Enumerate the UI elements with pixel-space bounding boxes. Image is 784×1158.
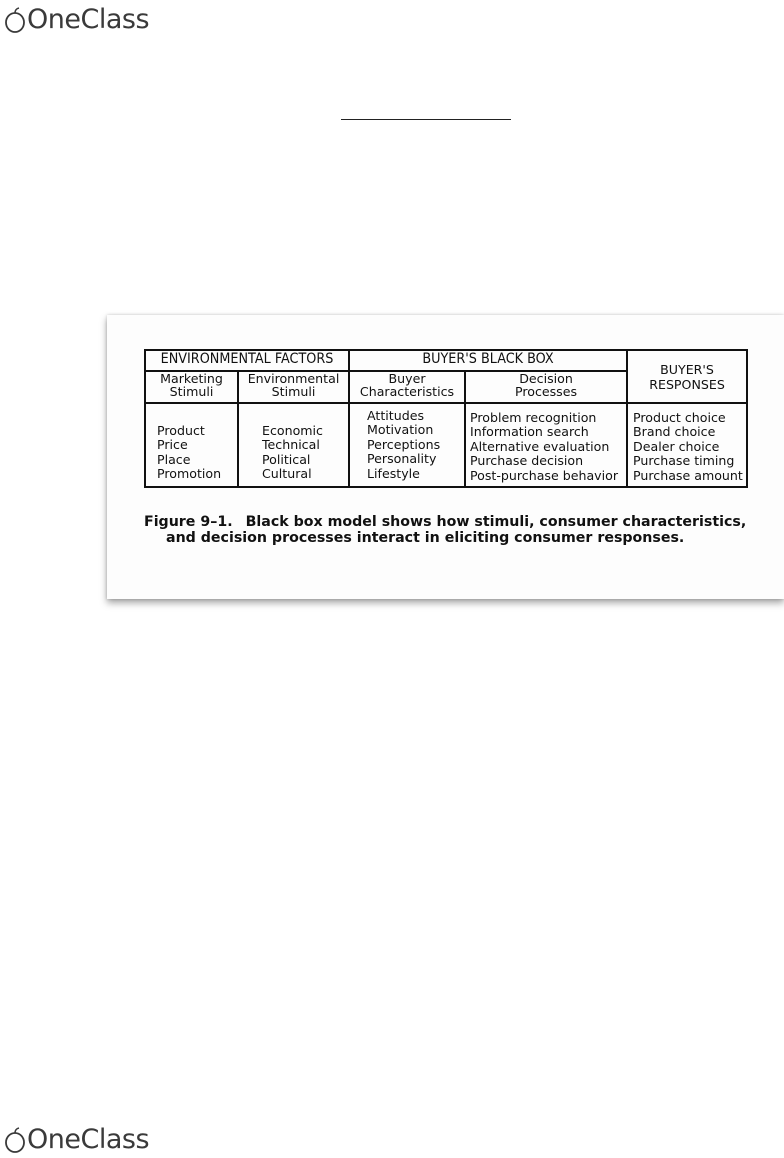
apple-o-icon	[4, 7, 26, 33]
environmental-stimuli-header: Environmental Stimuli	[238, 371, 349, 403]
buyers-responses-cell	[627, 403, 747, 487]
figure-image	[107, 315, 784, 599]
buyers-responses-header: BUYER'S RESPONSES	[627, 350, 747, 403]
list-item: Political	[262, 451, 311, 467]
list-item: Personality	[367, 451, 437, 467]
environmental-factors-header: ENVIRONMENTAL FACTORS	[145, 350, 349, 371]
buyer-characteristics-cell	[349, 403, 465, 487]
decision-processes-header: Decision Processes	[465, 371, 627, 403]
list-item: Attitudes	[367, 408, 425, 423]
marketing-stimuli-header: Marketing Stimuli	[145, 371, 238, 403]
list-item: Purchase decision	[470, 453, 584, 469]
list-item: Cultural	[262, 466, 312, 482]
list-item: Brand choice	[633, 424, 716, 440]
header-brand-text: OneClass	[27, 4, 150, 35]
apple-o-icon	[4, 1127, 26, 1153]
list-item: Promotion	[157, 466, 222, 482]
list-item: Perceptions	[367, 436, 441, 452]
footer-brand-text: OneClass	[27, 1124, 150, 1155]
list-item: Post-purchase behavior	[470, 467, 618, 483]
figure-caption	[144, 514, 764, 546]
list-item: Motivation	[367, 422, 434, 438]
list-item: Purchase timing	[633, 453, 735, 469]
list-item: Price	[157, 437, 188, 453]
list-item: Place	[157, 451, 191, 467]
list-item: Purchase amount	[633, 467, 743, 483]
list-item: Alternative evaluation	[470, 438, 610, 454]
environmental-stimuli-cell	[238, 403, 349, 487]
title-underline	[341, 119, 511, 120]
list-item: Information search	[470, 424, 589, 440]
black-box-table	[144, 349, 748, 488]
list-item: Lifestyle	[367, 465, 420, 481]
marketing-stimuli-cell	[145, 403, 238, 487]
decision-processes-cell	[465, 403, 627, 487]
footer-logo	[4, 1126, 149, 1153]
list-item: Technical	[262, 437, 320, 453]
caption-line-2: and decision processes interact in eliciting consumer responses.	[166, 530, 685, 546]
caption-line-1: Black box model shows how stimuli, consumer characteristics,	[245, 514, 747, 530]
buyers-black-box-header: BUYER'S BLACK BOX	[349, 350, 627, 371]
list-item: Product	[157, 423, 205, 438]
buyer-characteristics-header: Buyer Characteristics	[349, 371, 465, 403]
list-item: Dealer choice	[633, 438, 720, 454]
header-logo	[4, 6, 149, 33]
list-item: Economic	[262, 423, 323, 438]
figure-label: Figure 9–1.	[144, 514, 233, 530]
list-item: Problem recognition	[470, 410, 597, 425]
list-item: Product choice	[633, 410, 726, 425]
